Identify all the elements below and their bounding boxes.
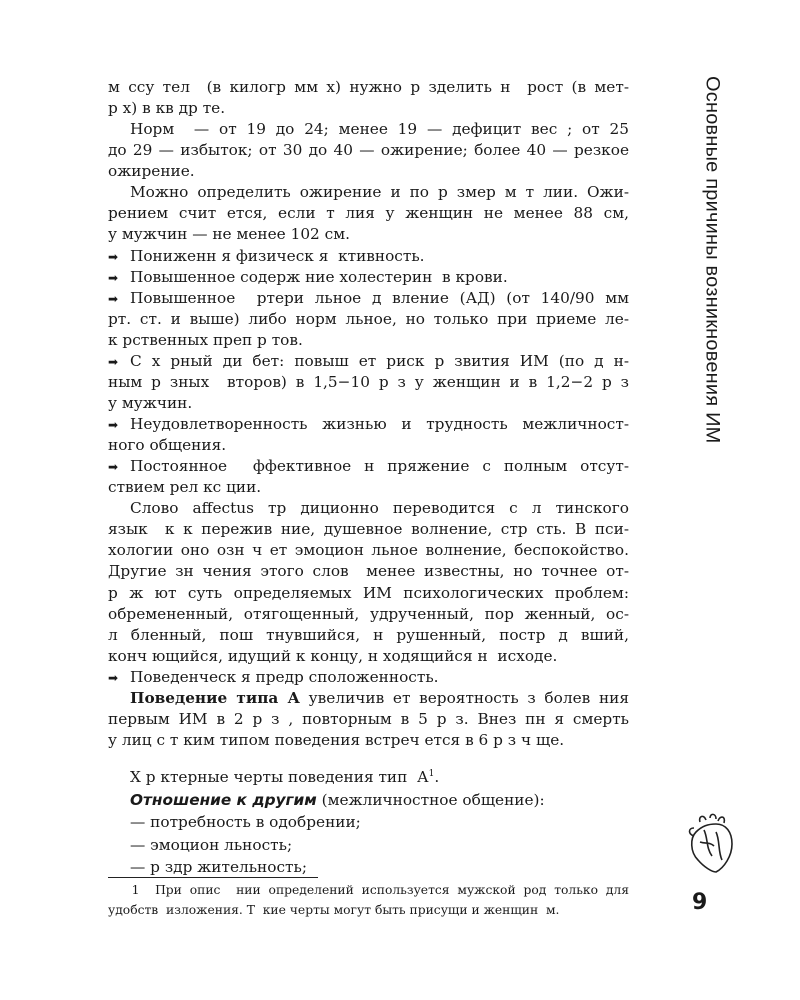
- line-text: хологии оно озн ч ет эмоцион льное волнение, беспокойство.: [108, 541, 629, 560]
- bullet-item-line: [108, 414, 629, 435]
- line-text: ного общения.: [108, 436, 227, 455]
- text-line: [108, 730, 629, 751]
- line-text: до 29 — избыток; от 30 до 40 — ожирение; более 40 — резкое: [108, 141, 629, 160]
- arrow-right-icon: ➡: [108, 418, 119, 432]
- text-line: [108, 119, 629, 140]
- text-line: [108, 161, 629, 182]
- text-line: [108, 688, 629, 709]
- line-text: у мужчин.: [108, 393, 193, 412]
- line-text: конч ющийся, идущий к концу, н ходящийся н исходе.: [108, 646, 558, 665]
- arrow-right-icon: ➡: [108, 270, 119, 285]
- text-line: [108, 625, 629, 646]
- arrow-right-icon: ➡: [108, 354, 119, 369]
- list-item: — р здр жительность;: [130, 858, 307, 876]
- text-line: [108, 309, 629, 330]
- bullet-item-line: [108, 288, 629, 309]
- line-text: Постоянное ффективное н пряжение с полным отсут-: [130, 457, 629, 476]
- arrow-right-icon: ➡: [108, 291, 119, 306]
- bullet-item-line: [108, 667, 629, 688]
- text-line: [108, 498, 629, 519]
- arrow-right-icon: ➡: [108, 670, 119, 685]
- footnote: [108, 880, 629, 920]
- bullet-item-line: [108, 456, 629, 477]
- text-line: [108, 561, 629, 582]
- text-line: [108, 330, 629, 351]
- line-text: Неудовлетворенность жизнью и трудность межличност-: [130, 415, 629, 433]
- footnote-line: удобств изложения. Т кие черты могут быть присущи и женщин м.: [108, 903, 560, 917]
- body-text: [108, 77, 629, 751]
- text-line: [108, 540, 629, 561]
- text-line: [108, 140, 629, 161]
- text-line: [108, 203, 629, 224]
- page-number: 9: [692, 890, 708, 915]
- bullet-item-line: [108, 351, 629, 372]
- line-text: обремененный, отягощенный, удрученный, пор женный, ос-: [108, 604, 629, 623]
- text-line: [108, 604, 629, 625]
- line-text: ным р зных второв) в 1,5−10 р з у женщин и в 1,2−2 р з: [108, 372, 629, 391]
- list-item: — потребность в одобрении;: [130, 813, 361, 831]
- line-text: к рственных преп р тов.: [108, 330, 303, 349]
- traits-subheading: Отношение к другим (межличностное общение):: [130, 790, 545, 809]
- traits-heading: Х р ктерные черты поведения тип $А^1$.: [130, 768, 440, 786]
- line-text: увеличив ет вероятность з болев ния: [299, 688, 629, 707]
- line-text: Другие зн чения этого слов менее известны, но точнее от-: [108, 562, 629, 581]
- line-text: С х рный ди бет: повыш ет риск р звития ИМ (по д н-: [130, 351, 629, 370]
- bullet-item-line: [108, 246, 629, 267]
- text-line: [108, 646, 629, 667]
- line-text: первым ИМ в 2 р з , повторным в 5 р з. Внез пн я смерть: [108, 709, 629, 728]
- line-text: у лиц с т ким типом поведения встреч ется в 6 р з ч ще.: [108, 730, 565, 749]
- line-text: р ж ют суть определяемых ИМ психологических проблем:: [108, 583, 629, 602]
- text-line: [108, 519, 629, 540]
- footnote-divider: [108, 877, 318, 878]
- running-chapter-title: Основные причины возникновения ИМ: [701, 76, 723, 444]
- line-text: язык к к пережив ние, душевное волнение, стр сть. В пси-: [108, 520, 629, 539]
- text-line: [108, 435, 629, 456]
- line-text: Слово affectus тр диционно переводится с л тинского: [130, 499, 629, 518]
- line-text: Можно определить ожирение и по р змер м т лии. Ожи-: [130, 183, 629, 202]
- arrow-right-icon: ➡: [108, 460, 119, 475]
- line-text: р х) в кв др те.: [108, 99, 226, 118]
- text-line: [108, 224, 629, 245]
- text-line: [108, 477, 629, 498]
- line-text: ожирение.: [108, 162, 195, 181]
- text-line: [108, 372, 629, 393]
- traits-section: [108, 766, 629, 879]
- footnote-ref[interactable]: 1: [428, 768, 435, 779]
- bullet-item-line: [108, 267, 629, 288]
- text-line: [108, 583, 629, 604]
- line-text: Пониженн я физическ я ктивность.: [130, 246, 425, 265]
- footnote-line: 1 При опис нии определений используется мужской род только для: [108, 883, 629, 897]
- list-item: — эмоцион льность;: [130, 835, 293, 854]
- line-text: л бленный, пош тнувшийся, н рушенный, постр д вший,: [108, 625, 629, 644]
- text-line: [108, 77, 629, 98]
- line-text: рением счит ется, если т лия у женщин не менее 88 см,: [108, 204, 629, 223]
- text-line: [108, 709, 629, 730]
- line-text: Повышенное ртери льное д вление (АД) (от 140/90 мм: [130, 288, 629, 307]
- text-line: [108, 98, 629, 119]
- anatomical-heart-icon: [686, 812, 738, 879]
- line-text: рт. ст. и выше) либо норм льное, но только при приеме ле-: [108, 309, 629, 328]
- arrow-right-icon: ➡: [108, 249, 119, 264]
- line-text: Норм — от 19 до 24; менее 19 — дефицит вес ; от 25: [130, 120, 629, 139]
- line-text: Поведенческ я предр сположенность.: [130, 667, 439, 686]
- text-line: [108, 182, 629, 203]
- line-text: м ссу тел (в килогр мм х) нужно р зделить н рост (в мет-: [108, 78, 629, 96]
- bold-term: Поведение типа А: [130, 688, 300, 707]
- line-text: Повышенное содерж ние холестерин в крови.: [130, 267, 508, 286]
- line-text: ствием рел кс ции.: [108, 478, 262, 497]
- line-text: у мужчин — не менее 102 см.: [108, 225, 350, 244]
- text-line: [108, 393, 629, 414]
